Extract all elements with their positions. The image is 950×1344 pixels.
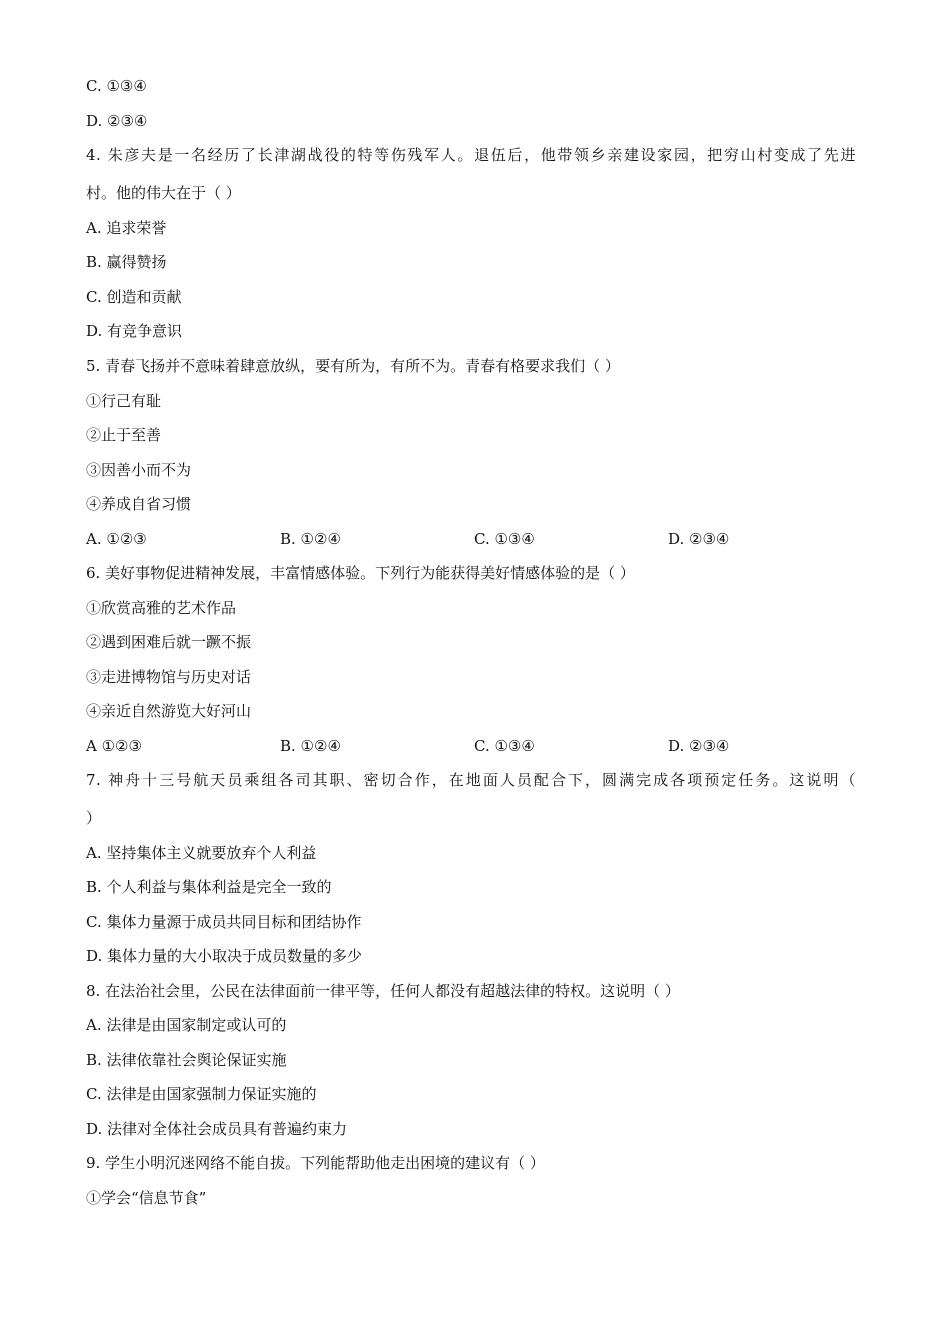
q8-option-c: C. 法律是由国家强制力保证实施的	[86, 1085, 317, 1103]
q7-option-d: D. 集体力量的大小取决于成员数量的多少	[86, 947, 363, 965]
q4-option-b: B. 赢得赞扬	[86, 253, 167, 271]
q5-item-2: ②止于至善	[86, 426, 162, 444]
q5-item-3: ③因善小而不为	[86, 461, 192, 479]
q6-option-a: A ①②③	[86, 737, 142, 755]
q5-options-row	[86, 529, 786, 549]
q4-stem-line2: 村。他的伟大在于（ ）	[86, 184, 241, 202]
q7-stem-line1: 7. 神舟十三号航天员乘组各司其职、密切合作，在地面人员配合下，圆满完成各项预定任务。这说明（	[86, 771, 856, 789]
q6-option-b: B. ①②④	[280, 737, 341, 755]
q6-options-row	[86, 736, 786, 756]
q5-item-1: ①行己有耻	[86, 392, 162, 410]
q6-option-d: D. ②③④	[668, 737, 730, 755]
q8-stem: 8. 在法治社会里，公民在法律面前一律平等，任何人都没有超越法律的特权。这说明（ ）	[86, 982, 680, 1000]
q7-stem-line2: ）	[86, 809, 102, 827]
q9-stem: 9. 学生小明沉迷网络不能自拔。下列能帮助他走出困境的建议有（ ）	[86, 1154, 545, 1172]
q5-option-c: C. ①③④	[474, 530, 535, 548]
prev-option-d: D. ②③④	[86, 112, 148, 130]
q5-option-a: A. ①②③	[86, 530, 147, 548]
q6-item-1: ①欣赏高雅的艺术作品	[86, 599, 237, 617]
q4-option-d: D. 有竞争意识	[86, 322, 183, 340]
q8-option-d: D. 法律对全体社会成员具有普遍约束力	[86, 1120, 348, 1138]
q8-option-a: A. 法律是由国家制定或认可的	[86, 1016, 287, 1034]
q6-item-3: ③走进博物馆与历史对话	[86, 668, 252, 686]
q6-stem: 6. 美好事物促进精神发展，丰富情感体验。下列行为能获得美好情感体验的是（ ）	[86, 564, 635, 582]
q5-option-d: D. ②③④	[668, 530, 730, 548]
q7-option-b: B. 个人利益与集体利益是完全一致的	[86, 878, 332, 896]
q7-option-a: A. 坚持集体主义就要放弃个人利益	[86, 844, 317, 862]
q7-option-c: C. 集体力量源于成员共同目标和团结协作	[86, 913, 362, 931]
q5-option-b: B. ①②④	[280, 530, 341, 548]
q6-item-2: ②遇到困难后就一蹶不振	[86, 633, 252, 651]
q9-item-1: ①学会“信息节食”	[86, 1189, 207, 1207]
q5-stem: 5. 青春飞扬并不意味着肆意放纵，要有所为，有所不为。青春有格要求我们（ ）	[86, 357, 620, 375]
prev-option-c: C. ①③④	[86, 77, 147, 95]
q5-item-4: ④养成自省习惯	[86, 495, 192, 513]
q6-item-4: ④亲近自然游览大好河山	[86, 702, 252, 720]
q4-option-a: A. 追求荣誉	[86, 219, 167, 237]
q4-option-c: C. 创造和贡献	[86, 288, 182, 306]
q8-option-b: B. 法律依靠社会舆论保证实施	[86, 1051, 287, 1069]
q4-stem-line1: 4. 朱彦夫是一名经历了长津湖战役的特等伤残军人。退伍后，他带领乡亲建设家园，把穷山村变成了先进	[86, 146, 856, 164]
q6-option-c: C. ①③④	[474, 737, 535, 755]
